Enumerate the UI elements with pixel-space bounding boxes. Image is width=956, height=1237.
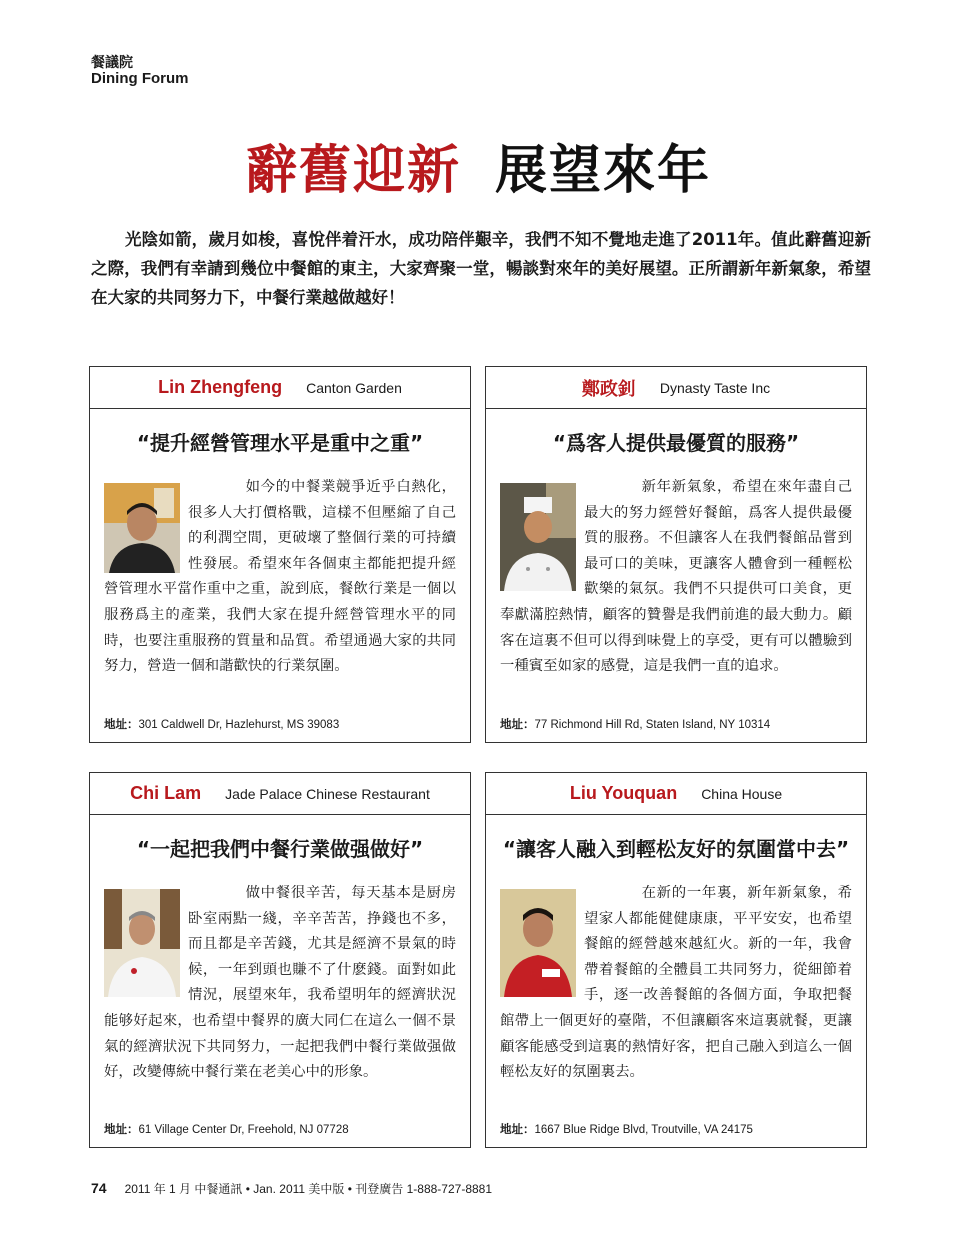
restaurant-name: China House [701,785,783,802]
card-body-text: 在新的一年裏，新年新氣象，希望家人都能健健康康，平平安安，也希望餐館的經營越來越紅火。新的一年，我會帶着餐館的全體員工共同努力，從細節着手，逐一改善餐館的各個方面，争取把餐館帶上一個更好的臺階，不但讓顧客來這裏就餐，更讓顧客能感受到這裏的熱情好客，把自己融入到這么一個輕松友好的氛圍裏去。 [500,885,852,1081]
address [104,1121,349,1137]
address [104,716,339,732]
card-header [486,773,866,815]
card-body [104,475,456,680]
card-body-text: 新年新氣象，希望在來年盡自己最大的努力經營好餐館，爲客人提供最優質的服務。不但讓客人在我們餐館品嘗到最可口的美味，更讓客人體會到一種輕松歡樂的氣氛。我們不只提供可口美食，更奉獻滿腔熱情，顧客的贊譽是我們前進的最大動力。顧客在這裏不但可以得到味覺上的享受，更有可以體驗到一種賓至如家的感覺，這是我們一直的追求。 [500,479,852,675]
card-dynasty-taste [485,366,867,743]
footer-text: 2011 年 1 月 中餐通訊 • Jan. 2011 美中版 • 刊登廣告 1-888-727-8881 [124,1182,493,1196]
card-header [90,367,470,409]
address [500,716,770,732]
owner-name: Lin Zhengfeng [158,377,283,397]
card-lin-zhengfeng [89,366,471,743]
restaurant-name: Canton Garden [306,379,402,396]
title-black: 展望來年 [495,140,712,201]
page-footer [91,1180,492,1197]
address-label: 地址： [104,1122,139,1136]
address-text: 77 Richmond Hill Rd, Staten Island, NY 10314 [534,719,771,731]
address-label: 地址： [500,1122,535,1136]
address-text: 301 Caldwell Dr, Hazlehurst, MS 39083 [138,719,340,731]
restaurant-name: Dynasty Taste Inc [659,379,771,396]
address [500,1121,753,1137]
chef-portrait-photo [500,483,576,591]
card-body [104,881,456,1086]
card-header [486,367,866,409]
owner-name: Chi Lam [130,783,202,803]
card-header [90,773,470,815]
card-body-text: 如今的中餐業競爭近乎白熱化，很多人大打價格戰，這樣不但壓縮了自己的利潤空間，更破壞了整個行業的可持續性發展。希望來年各個東主都能把提升經營管理水平當作重中之重，說到底，餐飲行業是一個以服務爲主的產業，我們大家在提升經營管理水平的同時，也要注重服務的質量和品質。希望通過大家的共同努力，營造一個和諧歡快的行業氛圍。 [104,479,456,675]
pull-quote: “一起把我們中餐行業做强做好” [136,837,424,861]
address-label: 地址： [500,717,535,731]
card-body [500,475,852,680]
pull-quote: “爲客人提供最優質的服務” [552,431,800,455]
card-body-text: 做中餐很辛苦，每天基本是厨房卧室兩點一綫，辛辛苦苦，挣錢也不多，而且都是辛苦錢，尤其是經濟不景氣的時候，一年到頭也賺不了什麽錢。面對如此情況，展望來年，我希望明年的經濟狀況能够好起來，也希望中餐界的廣大同仁在這么一個不景氣的經濟狀況下共同努力，一起把我們中餐行業做强做好，改變傳統中餐行業在老美心中的形象。 [104,885,456,1081]
restaurant-name: Jade Palace Chinese Restaurant [225,785,430,802]
owner-name: Liu Youquan [569,783,678,803]
card-chi-lam [89,772,471,1148]
section-label-zh: 餐議院 [91,55,133,71]
address-text: 61 Village Center Dr, Freehold, NJ 07728 [138,1124,349,1136]
page-number: 74 [91,1180,107,1196]
address-label: 地址： [104,717,139,731]
title-red: 辭舊迎新 [244,140,461,201]
intro-paragraph: 光陰如箭，歲月如梭，喜悅伴着汗水，成功陪伴艱辛，我們不知不覺地走進了2011年。值此辭舊迎新之際，我們有幸請到幾位中餐館的東主，大家齊聚一堂，暢談對來年的美好展望。正所謂新年新氣象，希望在大家的共同努力下，中餐行業越做越好！ [91,230,871,307]
page-title [0,128,956,203]
portrait-photo [104,889,180,997]
portrait-photo [104,483,180,573]
portrait-photo [500,889,576,997]
card-liu-youquan [485,772,867,1148]
card-body [500,881,852,1086]
pull-quote: “提升經營管理水平是重中之重” [136,431,424,455]
section-label-en: Dining Forum [91,70,189,87]
pull-quote: “讓客人融入到輕松友好的氛圍當中去” [502,837,850,861]
owner-name: 鄭政釗 [581,378,636,399]
address-text: 1667 Blue Ridge Blvd, Troutville, VA 24175 [534,1124,753,1136]
